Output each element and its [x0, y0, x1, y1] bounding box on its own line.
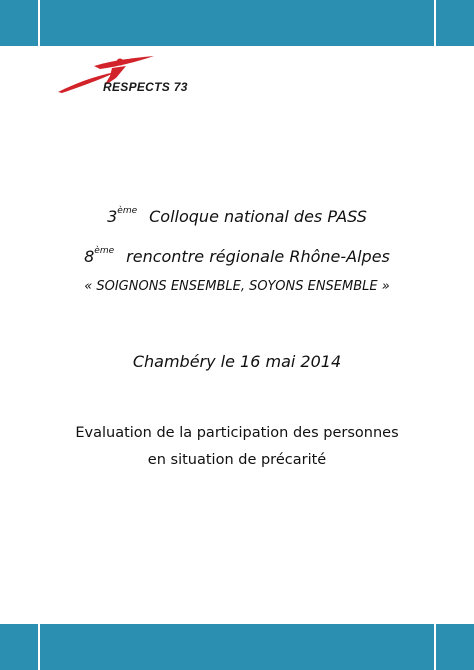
title-line-1-sup: ème: [117, 206, 138, 216]
title-line-1-number: 3: [107, 207, 118, 226]
title-line-1: [0, 206, 474, 226]
title-line-1-text: Colloque national des PASS: [149, 207, 367, 226]
date-line: Chambéry le 16 mai 2014: [132, 352, 342, 371]
title-line-2-text: rencontre régionale Rhône-Alpes: [126, 247, 390, 266]
title-line-2-number: 8: [84, 247, 95, 266]
subject-line-1: Evaluation de la participation des personnes: [75, 425, 399, 441]
logo-figure-head: [117, 59, 124, 66]
subject-line-2: en situation de précarité: [147, 452, 327, 468]
logo-text: RESPECTS 73: [103, 80, 188, 94]
footer-stripe: [38, 624, 436, 670]
title-line-2: [0, 246, 474, 266]
title-line-2-sup: ème: [94, 246, 115, 256]
header-stripe: [38, 0, 436, 46]
motto: « SOIGNONS ENSEMBLE, SOYONS ENSEMBLE »: [84, 279, 390, 294]
